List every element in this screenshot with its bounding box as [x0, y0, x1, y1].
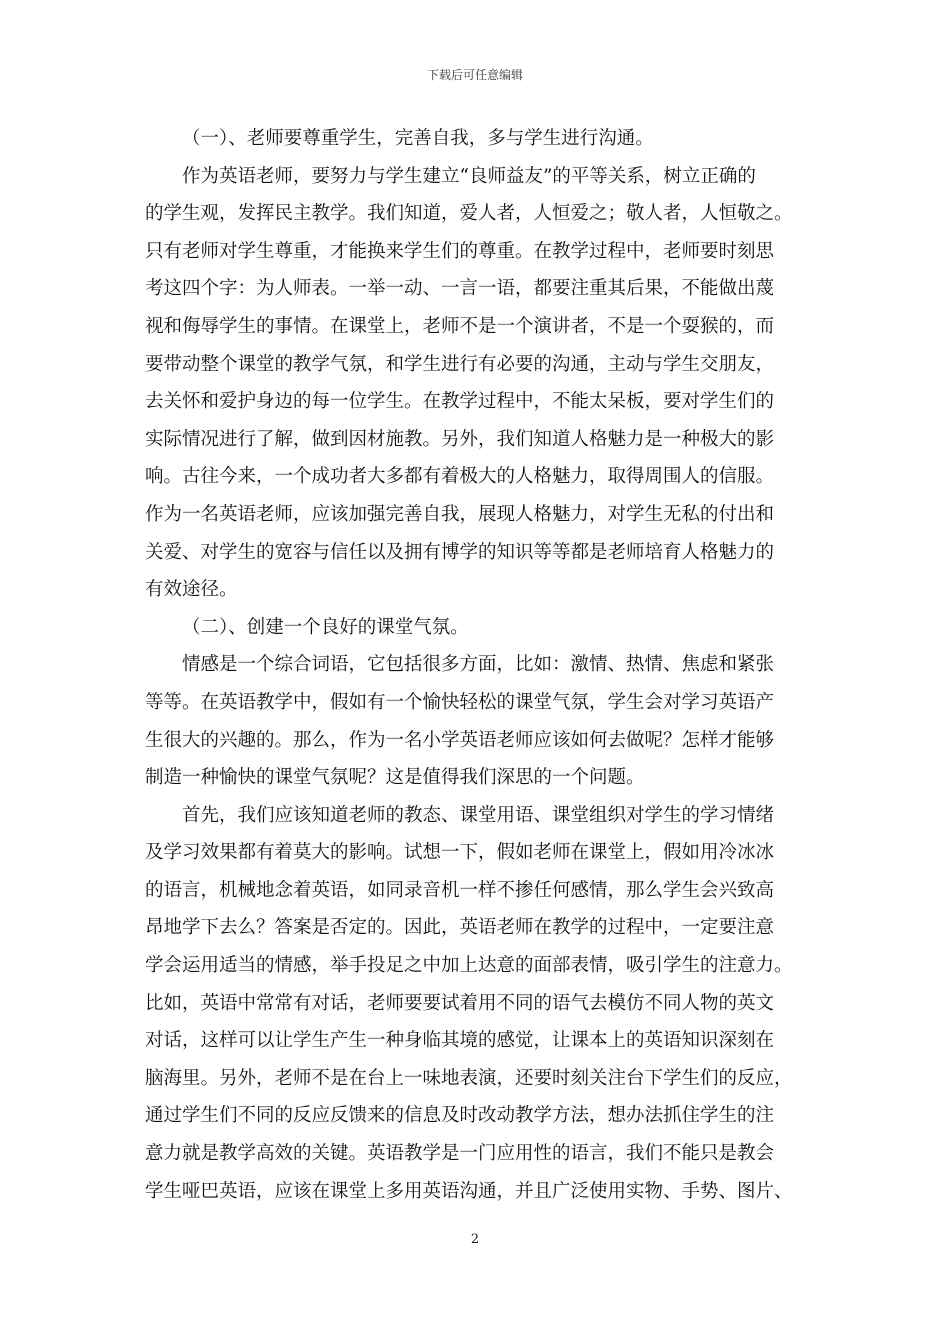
- text-line: 只有老师对学生尊重，才能换来学生们的尊重。在教学过程中，老师要时刻思: [145, 240, 775, 262]
- text-line: 等等。在英语教学中，假如有一个愉快轻松的课堂气氛，学生会对学习英语产: [145, 691, 775, 713]
- text-line: 去关怀和爱护身边的每一位学生。在教学过程中，不能太呆板，要对学生们的: [145, 391, 775, 413]
- text-line: 考这四个字：为人师表。一举一动、一言一语，都要注重其后果，不能做出蔑: [145, 278, 775, 300]
- text-line: 通过学生们不同的反应反馈来的信息及时改动教学方法，想办法抓住学生的注: [145, 1105, 775, 1127]
- paragraph-first-of-all: [145, 797, 807, 1211]
- text-line: （一）、老师要尊重学生，完善自我，多与学生进行沟通。: [182, 128, 654, 149]
- text-line: 要带动整个课堂的教学气氛，和学生进行有必要的沟通，主动与学生交朋友，: [145, 353, 775, 375]
- text-line: 学会运用适当的情感，举手投足之中加上达意的面部表情，吸引学生的注意力。: [145, 955, 793, 977]
- page-header: 下载后可任意编辑: [426, 68, 523, 82]
- paragraph-emotion: [145, 646, 807, 796]
- text-line: 的语言，机械地念着英语，如同录音机一样不掺任何感情，那么学生会兴致高: [145, 879, 775, 901]
- text-line: 有效途径。: [145, 579, 238, 601]
- text-line: （二）、创建一个良好的课堂气氛。: [182, 616, 469, 638]
- text-line: 关爱、对学生的宽容与信任以及拥有博学的知识等等都是老师培育人格魅力的: [145, 541, 775, 563]
- text-line: 作为一名英语老师，应该加强完善自我，展现人格魅力，对学生无私的付出和: [145, 503, 775, 525]
- text-line: 对话，这样可以让学生产生一种身临其境的感觉，让课本上的英语知识深刻在: [145, 1030, 775, 1052]
- text-line: 首先，我们应该知道老师的教态、课堂用语、课堂组织对学生的学习情绪: [182, 804, 775, 826]
- text-line: 昂地学下去么？答案是否定的。因此，英语老师在教学的过程中，一定要注意: [145, 917, 775, 939]
- text-line: 实际情况进行了解，做到因材施教。另外，我们知道人格魅力是一种极大的影: [145, 428, 775, 450]
- text-line: 脑海里。另外，老师不是在台上一味地表演，还要时刻关注台下学生们的反应，: [145, 1067, 793, 1089]
- text-line: 情感是一个综合词语，它包括很多方面，比如：激情、热情、焦虑和紧张: [182, 654, 775, 676]
- text-line: 生很大的兴趣的。那么，作为一名小学英语老师应该如何去做呢？怎样才能够: [145, 729, 775, 751]
- text-line: 比如，英语中常常有对话，老师要要试着用不同的语气去模仿不同人物的英文: [145, 992, 775, 1014]
- text-line: 意力就是教学高效的关键。英语教学是一门应用性的语言，我们不能只是教会: [145, 1143, 775, 1165]
- section-heading-2: [145, 609, 807, 647]
- text-line: 及学习效果都有着莫大的影响。试想一下，假如老师在课堂上，假如用冷冰冰: [145, 842, 775, 864]
- page-number: 2: [470, 1232, 480, 1247]
- text-line: 学生哑巴英语，应该在课堂上多用英语沟通，并且广泛使用实物、手势、图片、: [145, 1180, 793, 1202]
- section-heading-1: [145, 120, 807, 158]
- text-line: 作为英语老师，要努力与学生建立“良师益友”的平等关系，树立正确的: [182, 165, 756, 187]
- text-line: 视和侮辱学生的事情。在课堂上，老师不是一个演讲者，不是一个耍猴的，而: [145, 315, 775, 337]
- text-line: 的学生观，发挥民主教学。我们知道，爱人者，人恒爱之；敬人者，人恒敬之。: [145, 203, 793, 225]
- text-line: 制造一种愉快的课堂气氛呢？这是值得我们深思的一个问题。: [145, 767, 645, 789]
- document-body: [145, 120, 807, 1210]
- paragraph-teacher-respect: [145, 158, 807, 609]
- text-line: 响。古往今来，一个成功者大多都有着极大的人格魅力，取得周围人的信服。: [145, 466, 775, 488]
